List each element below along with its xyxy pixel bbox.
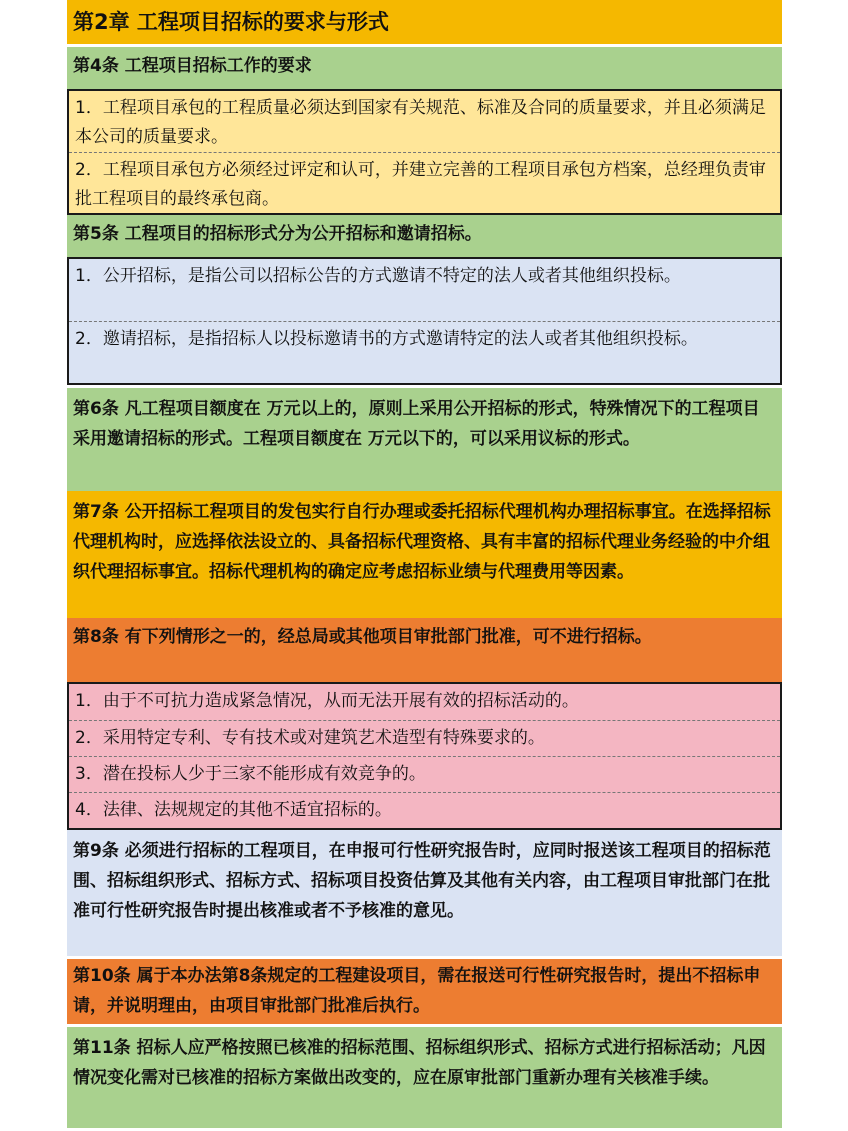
article-5-heading: 第5条 工程项目的招标形式分为公开招标和邀请招标。 — [67, 215, 782, 257]
article-9: 第9条 必须进行招标的工程项目，在申报可行性研究报告时，应同时报送该工程项目的招标范围、招标组织形式、招标方式、招标项目投资估算及其他有关内容，由工程项目审批部门在批准可行性研究报告时提出核准或者不予核准的意见。 — [67, 830, 782, 956]
article-4-heading: 第4条 工程项目招标工作的要求 — [67, 47, 782, 89]
article-7: 第7条 公开招标工程项目的发包实行自行办理或委托招标代理机构办理招标事宜。在选择招标代理机构时，应选择依法设立的、具备招标代理资格、具有丰富的招标代理业务经验的中介组织代理招标事宜。招标代理机构的确定应考虑招标业绩与代理费用等因素。 — [67, 491, 782, 618]
article-6: 第6条 凡工程项目额度在 万元以上的，原则上采用公开招标的形式，特殊情况下的工程项目采用邀请招标的形式。工程项目额度在 万元以下的，可以采用议标的形式。 — [67, 388, 782, 491]
article-5-item-2: 2．邀请招标，是指招标人以投标邀请书的方式邀请特定的法人或者其他组织投标。 — [69, 321, 780, 383]
article-8-item-4: 4．法律、法规规定的其他不适宜招标的。 — [69, 792, 780, 828]
document — [67, 0, 782, 1128]
article-8-item-2: 2．采用特定专利、专有技术或对建筑艺术造型有特殊要求的。 — [69, 720, 780, 756]
article-5-item-1: 1．公开招标，是指公司以招标公告的方式邀请不特定的法人或者其他组织投标。 — [69, 259, 780, 321]
article-5-items — [67, 257, 782, 385]
article-8-items — [67, 682, 782, 830]
article-11: 第11条 招标人应严格按照已核准的招标范围、招标组织形式、招标方式进行招标活动；凡因情况变化需对已核准的招标方案做出改变的，应在原审批部门重新办理有关核准手续。 — [67, 1027, 782, 1128]
chapter-title: 第2章 工程项目招标的要求与形式 — [67, 0, 782, 44]
article-8-heading: 第8条 有下列情形之一的，经总局或其他项目审批部门批准，可不进行招标。 — [67, 618, 782, 682]
article-10: 第10条 属于本办法第8条规定的工程建设项目，需在报送可行性研究报告时，提出不招标申请，并说明理由，由项目审批部门批准后执行。 — [67, 959, 782, 1024]
article-4-item-1: 1．工程项目承包的工程质量必须达到国家有关规范、标准及合同的质量要求，并且必须满足本公司的质量要求。 — [69, 91, 780, 152]
article-4-item-2: 2．工程项目承包方必须经过评定和认可，并建立完善的工程项目承包方档案，总经理负责审批工程项目的最终承包商。 — [69, 152, 780, 213]
article-8-item-3: 3．潜在投标人少于三家不能形成有效竞争的。 — [69, 756, 780, 792]
article-8-item-1: 1．由于不可抗力造成紧急情况，从而无法开展有效的招标活动的。 — [69, 684, 780, 720]
article-4-items — [67, 89, 782, 215]
